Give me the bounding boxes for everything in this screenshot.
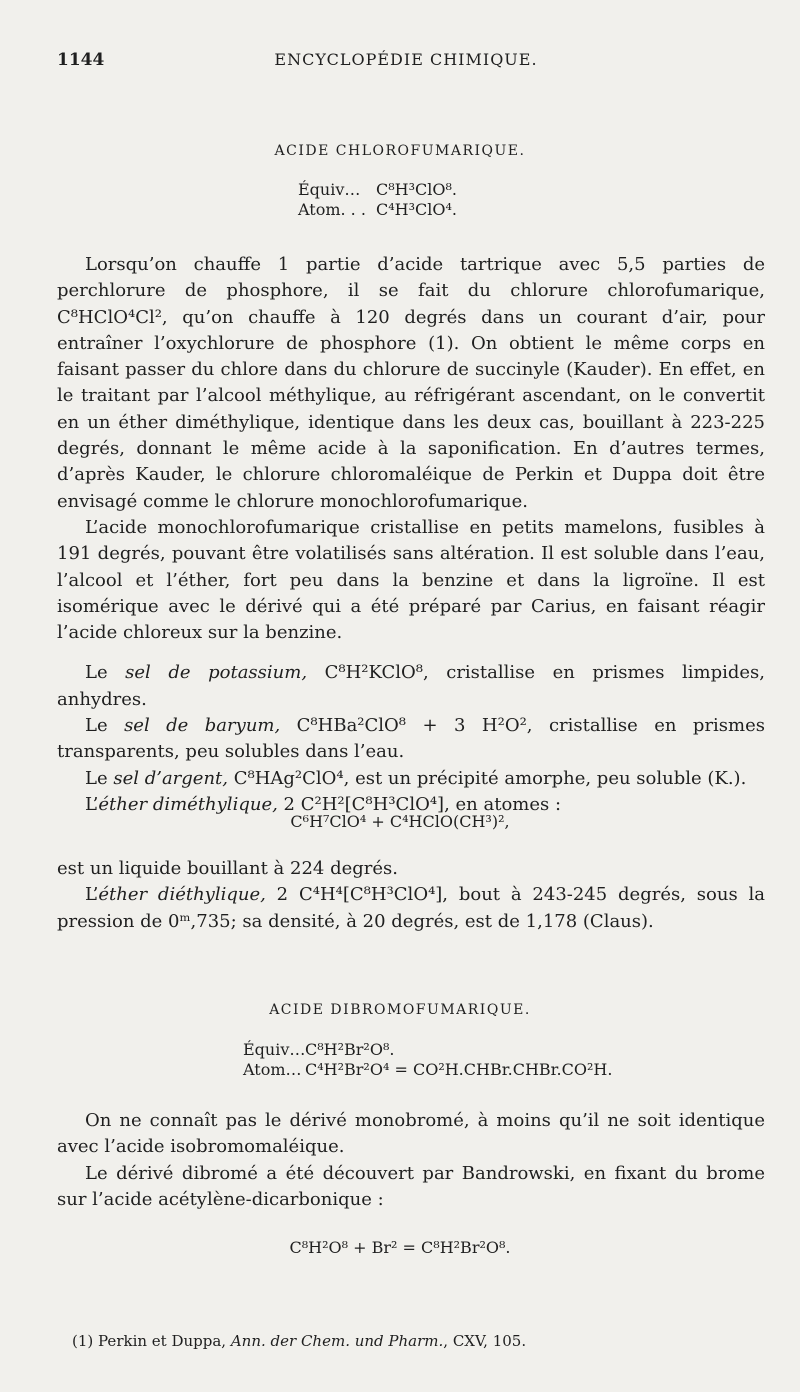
ether-dimethylique: L’éther diméthylique, 2 C²H²[C⁸H³ClO⁴], en atomes : — [85, 793, 562, 815]
salt-argent: Le sel d’argent, C⁸HAg²ClO⁴, est un précipité amorphe, peu soluble (K.). — [85, 767, 747, 789]
equiv-formula: C⁸H²Br²O⁸. — [305, 1040, 395, 1059]
equiv-formula: C⁸H³ClO⁸. — [376, 180, 457, 199]
atom-label: Atom… — [243, 1060, 302, 1079]
footnote — [72, 1332, 526, 1350]
equation-dibromo: C⁸H²O⁸ + Br² = C⁸H²Br²O⁸. — [289, 1238, 511, 1257]
equiv-row — [243, 1040, 612, 1060]
salt-baryum: Le sel de baryum, C⁸HBa²ClO⁸ + 3 H²O², cristallise en prismes transparents, peu solubles dans l’eau. — [57, 715, 765, 763]
paragraph: Le dérivé dibromé a été découvert par Bandrowski, en fixant du brome sur l’acide acétylène-dicarbonique : — [57, 1162, 765, 1210]
paragraph: On ne connaît pas le dérivé monobromé, à moins qu’il ne soit identique avec l’acide isobromomaléique. — [57, 1110, 765, 1158]
section-title-chlorofumarique: ACIDE CHLOROFUMARIQUE. — [274, 143, 526, 159]
formula-block-chlorofumarique — [298, 180, 457, 220]
ether-diethylique: L’éther diéthylique, 2 C⁴H⁴[C⁸H³ClO⁴], bout à 243-245 degrés, sous la pression de 0ᵐ,735; sa densité, à 20 degrés, est de 1,178 (Claus). — [57, 884, 765, 932]
body-text-dibromofumarique — [57, 1108, 765, 1213]
atom-row — [243, 1060, 612, 1080]
atom-formula: C⁴H²Br²O⁴ = CO²H.CHBr.CHBr.CO²H. — [305, 1060, 613, 1079]
footnote-journal: Ann. der Chem. und Pharm. — [230, 1332, 444, 1350]
atom-row — [298, 200, 457, 220]
atom-label: Atom. . . — [298, 200, 366, 219]
paragraph: Lorsqu’on chauffe 1 partie d’acide tartrique avec 5,5 parties de perchlorure de phosphore, il se fait du chlorure chlorofumarique, C⁸HClO⁴Cl², qu’on chauffe à 120 degrés dans un courant d’air, pour entraîner l’oxychlorure de phosphore (1). On obtient le même corps en faisant passer du chlore dans du chlorure de succinyle (Kauder). En effet, en le traitant par l’alcool méthylique, au réfrigérant ascendant, on le convertit en un éther diméthylique, identique dans les deux cas, bouillant à 223-225 degrés, donnant le même acide à la saponification. En d’autres termes, d’après Kauder, le chlorure chloromaléique de Perkin et Duppa doit être envisagé comme le chlorure monochlorofumarique. — [57, 254, 765, 512]
equation-dimethyl: C⁶H⁷ClO⁴ + C⁴HClO(CH³)², — [290, 812, 510, 831]
footnote-mark: (1) — [72, 1332, 94, 1350]
salt-potassium: Le sel de potassium, C⁸H²KClO⁸, cristallise en prismes limpides, anhydres. — [57, 662, 766, 710]
page-number: 1144 — [57, 50, 105, 70]
paragraph: est un liquide bouillant à 224 degrés. — [57, 858, 398, 879]
page-header — [57, 50, 755, 80]
equiv-label: Équiv… — [298, 180, 361, 199]
footnote-ref: , CXV, 105. — [443, 1332, 527, 1350]
footnote-authors: Perkin et Duppa, — [93, 1332, 231, 1350]
equiv-label: Équiv… — [243, 1040, 306, 1059]
equiv-row — [298, 180, 457, 200]
section-title-dibromofumarique: ACIDE DIBROMOFUMARIQUE. — [269, 1002, 531, 1018]
running-title: ENCYCLOPÉDIE CHIMIQUE. — [274, 50, 538, 69]
atom-formula: C⁴H³ClO⁴. — [376, 200, 457, 219]
paragraph: L’acide monochlorofumarique cristallise en petits mamelons, fusibles à 191 degrés, pouvant être volatilisés sans altération. Il est soluble dans l’eau, l’alcool et l’éther, fort peu dans la benzine et dans la ligroïne. Il est isomérique avec le dérivé qui a été préparé par Carius, en faisant réagir l’acide chloreux sur la benzine. — [57, 516, 765, 644]
body-text-chlorofumarique — [57, 252, 765, 818]
body-text-diethyl — [57, 856, 765, 935]
formula-block-dibromofumarique — [243, 1040, 612, 1080]
